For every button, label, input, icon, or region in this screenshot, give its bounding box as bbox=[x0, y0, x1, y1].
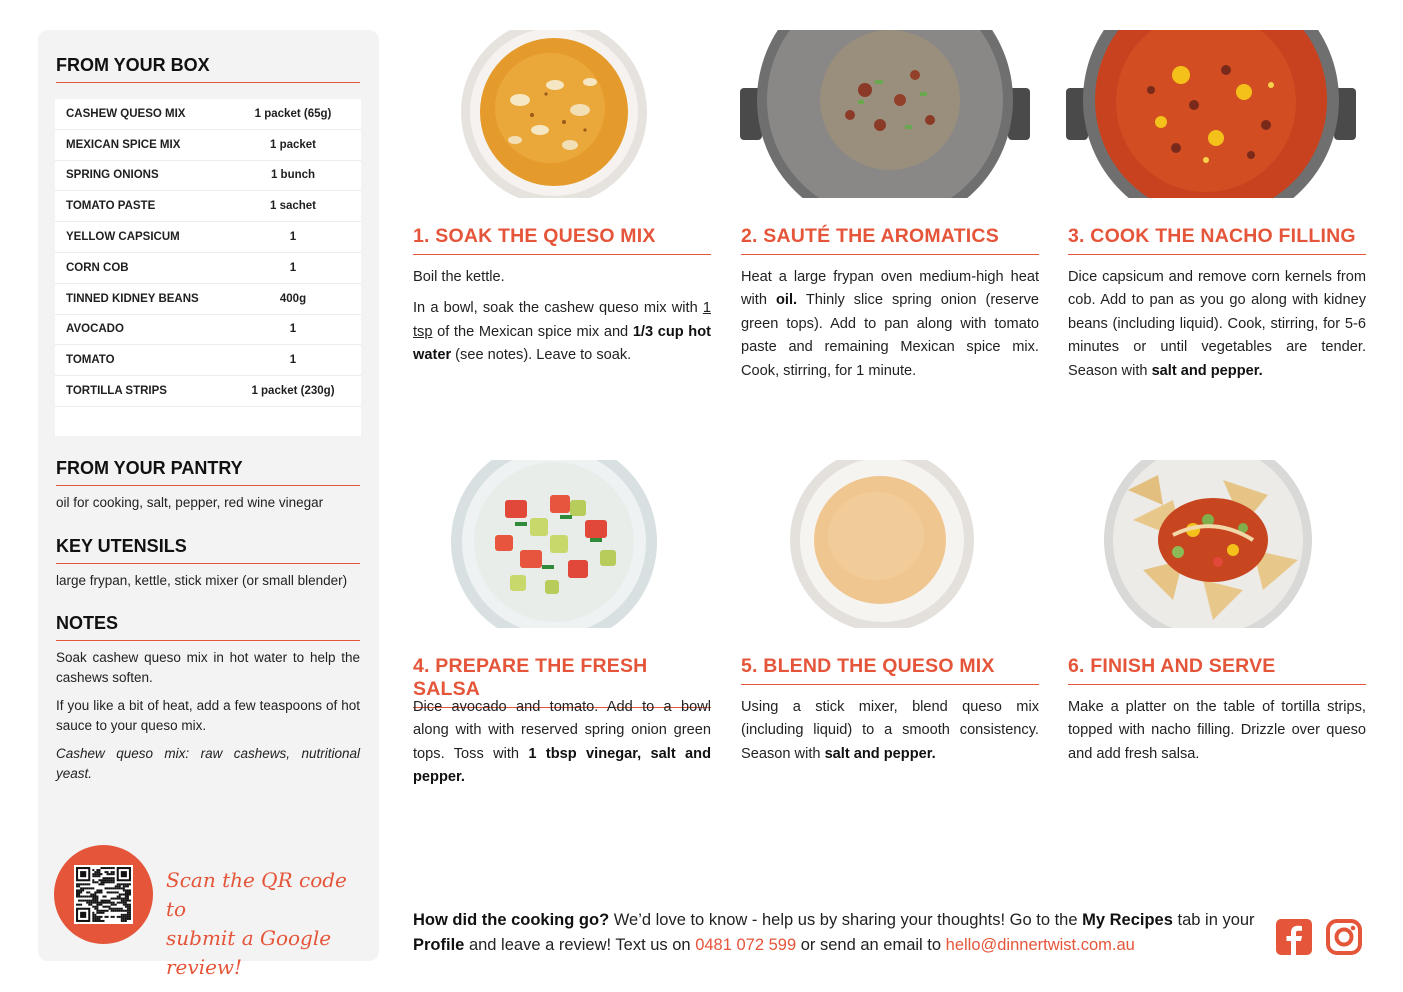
step-6-title: 6. FINISH AND SERVE bbox=[1068, 655, 1366, 685]
ingredient-qty: 1 packet (230g) bbox=[251, 385, 335, 398]
ingredient-name: TOMATO PASTE bbox=[66, 200, 156, 213]
table-row bbox=[55, 130, 361, 161]
table-row bbox=[55, 161, 361, 192]
footer-phone-link[interactable]: 0481 072 599 bbox=[695, 936, 797, 954]
pantry-heading: FROM YOUR PANTRY bbox=[56, 458, 360, 486]
fresh-salsa-image bbox=[450, 460, 658, 628]
ingredient-qty: 1 packet (65g) bbox=[254, 107, 332, 120]
sidebar bbox=[38, 30, 379, 979]
footer-text: We’d love to know - help us by sharing your thoughts! Go to the bbox=[609, 911, 1083, 929]
ingredient-qty: 1 bbox=[289, 354, 297, 367]
ingredient-name: TINNED KIDNEY BEANS bbox=[66, 292, 199, 305]
step-2-bold: oil. bbox=[775, 292, 798, 309]
step-1-text: of the Mexican spice mix and bbox=[432, 323, 633, 340]
blended-queso-image bbox=[788, 460, 976, 628]
ingredient-name: CORN COB bbox=[66, 261, 129, 274]
ingredient-qty: 1 sachet bbox=[269, 200, 317, 213]
table-row bbox=[55, 222, 361, 253]
notes-text-3: Cashew queso mix: raw cashews, nutritional yeast. bbox=[56, 746, 360, 781]
table-row bbox=[55, 376, 361, 407]
footer-text: or send an email to bbox=[796, 936, 946, 954]
facebook-icon[interactable] bbox=[1275, 918, 1313, 956]
ingredient-name: SPRING ONIONS bbox=[66, 169, 159, 182]
step-1-body bbox=[413, 266, 711, 376]
saute-aromatics-image bbox=[740, 30, 1030, 198]
footer-text: and leave a review! Text us on bbox=[464, 936, 696, 954]
queso-soak-image bbox=[460, 30, 648, 198]
nacho-filling-image bbox=[1066, 30, 1356, 198]
table-row bbox=[55, 315, 361, 346]
step-1-p2 bbox=[413, 297, 711, 367]
table-row bbox=[55, 345, 361, 376]
footer-profile: Profile bbox=[413, 936, 465, 954]
footer-my-recipes: My Recipes bbox=[1082, 911, 1173, 929]
step-6-text: Make a platter on the table of tortilla strips, topped with nacho filling. Drizzle over queso and add fresh salsa. bbox=[1068, 699, 1366, 762]
pantry-text: oil for cooking, salt, pepper, red wine vinegar bbox=[56, 495, 324, 510]
footer-question: How did the cooking go? bbox=[413, 911, 610, 929]
step-3-body bbox=[1068, 266, 1366, 391]
box-heading: FROM YOUR BOX bbox=[56, 55, 360, 83]
notes-text-2: If you like a bit of heat, add a few teaspoons of hot sauce to your queso mix. bbox=[56, 698, 360, 733]
step-1-underlined: 1 tsp bbox=[413, 300, 711, 340]
qr-caption-line-1: Scan the QR code to bbox=[166, 868, 347, 921]
step-1-text: In a bowl, soak the cashew queso mix with bbox=[413, 300, 703, 317]
step-4-bold: 1 tbsp vinegar, salt and pepper. bbox=[413, 745, 711, 786]
step-1-text: (see notes). Leave to soak. bbox=[451, 347, 632, 364]
table-row bbox=[55, 253, 361, 284]
table-row bbox=[55, 284, 361, 315]
step-5-title: 5. BLEND THE QUESO MIX bbox=[741, 655, 1039, 685]
finished-nachos-image bbox=[1103, 460, 1313, 628]
step-5-text: Using a stick mixer, blend queso mix (including liquid) to a smooth consistency. Season with bbox=[741, 699, 1039, 762]
utensils-text: large frypan, kettle, stick mixer (or small blender) bbox=[56, 573, 348, 588]
table-row bbox=[55, 191, 361, 222]
ingredient-name: YELLOW CAPSICUM bbox=[66, 231, 180, 244]
step-6-body bbox=[1068, 696, 1366, 774]
ingredient-name: AVOCADO bbox=[66, 323, 124, 336]
notes-heading: NOTES bbox=[56, 613, 360, 641]
step-3-text: Dice capsicum and remove corn kernels from cob. Add to pan as you go along with kidney beans (including liquid). Cook, stirring, for 5-6 minutes or until vegetables are tender. Season with bbox=[1068, 269, 1366, 379]
step-2-text: Thinly slice spring onion (reserve green tops). Add to pan along with tomato paste and remaining Mexican spice mix. Cook, stirring, for 1 minute. bbox=[741, 292, 1039, 379]
qr-badge[interactable] bbox=[54, 845, 153, 944]
step-5-body bbox=[741, 696, 1039, 774]
step-1-title: 1. SOAK THE QUESO MIX bbox=[413, 225, 711, 255]
ingredient-name: CASHEW QUESO MIX bbox=[66, 107, 186, 120]
ingredient-qty: 1 packet bbox=[269, 138, 317, 151]
qr-code-icon[interactable] bbox=[74, 865, 133, 924]
step-4-title: 4. PREPARE THE FRESH SALSA bbox=[413, 655, 711, 708]
ingredient-name: MEXICAN SPICE MIX bbox=[66, 138, 181, 151]
step-3-bold: salt and pepper. bbox=[1151, 362, 1263, 379]
step-2-text: Heat a large frypan oven medium-high heat with bbox=[741, 269, 1039, 309]
instagram-icon[interactable] bbox=[1325, 918, 1363, 956]
ingredient-qty: 1 bbox=[289, 261, 297, 274]
qr-caption bbox=[166, 866, 366, 982]
ingredient-name: TORTILLA STRIPS bbox=[66, 385, 167, 398]
step-1-p1: Boil the kettle. bbox=[413, 269, 505, 285]
step-4-body bbox=[413, 696, 711, 798]
ingredient-qty: 1 bunch bbox=[270, 169, 316, 182]
footer-text: tab in your bbox=[1172, 911, 1255, 929]
step-1-bold: 1/3 cup hot water bbox=[413, 323, 711, 364]
ingredients-table bbox=[55, 99, 361, 436]
footer-email-link[interactable]: hello@dinnertwist.com.au bbox=[945, 936, 1135, 954]
ingredient-qty: 400g bbox=[279, 292, 307, 305]
table-row bbox=[55, 99, 361, 130]
step-5-bold: salt and pepper. bbox=[824, 745, 936, 762]
step-4-text: Dice avocado and tomato. Add to a bowl along with with reserved spring onion green tops. Toss with bbox=[413, 699, 711, 762]
utensils-heading: KEY UTENSILS bbox=[56, 536, 360, 564]
ingredient-qty: 1 bbox=[289, 231, 297, 244]
step-3-title: 3. COOK THE NACHO FILLING bbox=[1068, 225, 1366, 255]
step-2-title: 2. SAUTÉ THE AROMATICS bbox=[741, 225, 1039, 255]
step-2-body bbox=[741, 266, 1039, 391]
review-footer bbox=[413, 908, 1263, 958]
ingredient-name: TOMATO bbox=[66, 354, 115, 367]
ingredient-qty: 1 bbox=[289, 323, 297, 336]
notes-text-1: Soak cashew queso mix in hot water to help the cashews soften. bbox=[56, 650, 360, 685]
qr-caption-line-2: submit a Google review! bbox=[166, 926, 332, 979]
